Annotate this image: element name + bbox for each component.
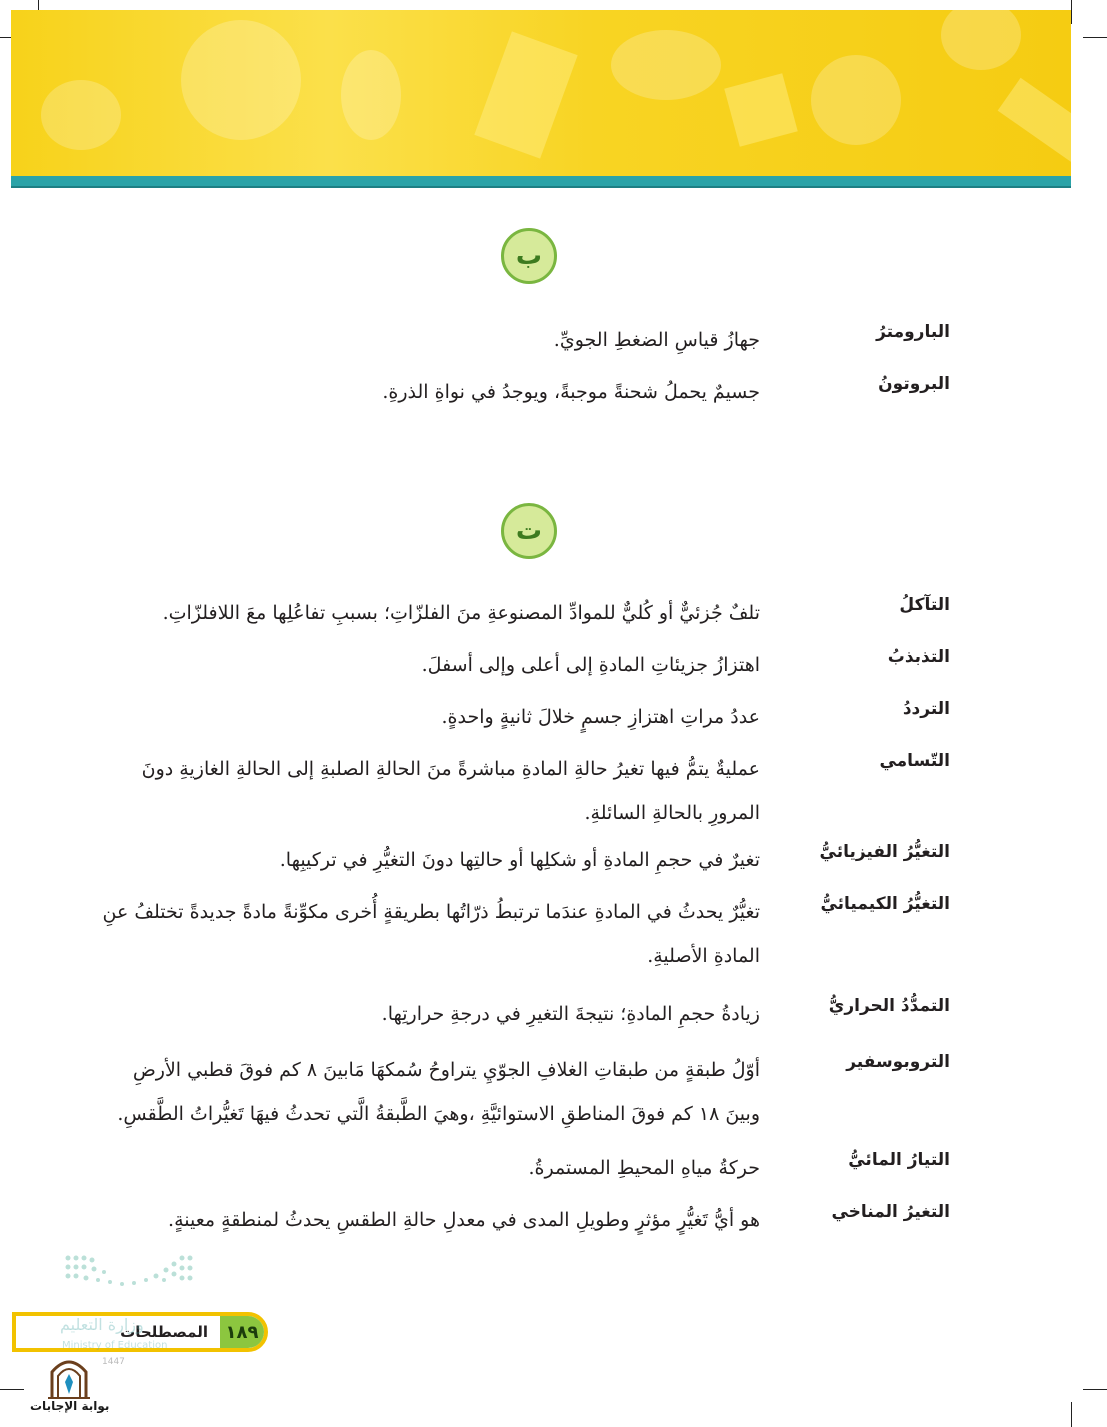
glossary-definition: اهتزازُ جزيئاتِ المادةِ إلى أعلى وإلى أسفلَ. — [421, 654, 760, 676]
glossary-definition: هو أيُّ تَغيُّرٍ مؤثرٍ وطويلِ المدى في معدلِ حالةِ الطقسِ يحدثُ لمنطقةٍ معينةٍ. — [168, 1209, 760, 1231]
ministry-watermark-text: وزارة التعليم — [60, 1315, 144, 1334]
glossary-term: التروبوسفير — [846, 1052, 950, 1072]
glossary-entry — [100, 838, 950, 882]
crop-mark — [0, 1389, 24, 1390]
ministry-watermark-year: 1447 — [102, 1357, 125, 1367]
section-letter-badge: ب — [501, 228, 557, 284]
glossary-definition: جسيمٌ يحملُ شحنةً موجبةً، ويوجدُ في نواةِ الذرةِ. — [382, 381, 760, 403]
header-divider-bar — [11, 176, 1071, 188]
glossary-entry — [100, 1146, 950, 1190]
glossary-entry — [100, 1198, 950, 1242]
glossary-entry — [100, 1048, 950, 1136]
glossary-entry — [100, 890, 950, 978]
glossary-entry — [100, 318, 950, 362]
header-banner-image — [11, 10, 1071, 176]
glossary-definition: تغيُّرٌ يحدثُ في المادةِ عندَما ترتبطُ ذرّاتُها بطريقةٍ أُخرى مكوِّنةً مادةً جديدةً تختلفُ عنِ المادةِ الأصليةِ. — [102, 901, 760, 967]
glossary-term: التغيرُ المناخي — [831, 1202, 950, 1222]
glossary-entry — [100, 992, 950, 1036]
glossary-term: التّسامي — [879, 751, 950, 771]
section-letter-badge: ت — [501, 503, 557, 559]
glossary-term: التغيُّرُ الكيميائيُّ — [820, 894, 950, 914]
glossary-term: التذبذبُ — [887, 647, 950, 667]
glossary-entry — [100, 695, 950, 739]
glossary-term: التغيُّرُ الفيزيائيُّ — [819, 842, 950, 862]
gate-logo-text: بوابة الإجابات — [30, 1399, 110, 1413]
gate-logo-icon — [44, 1350, 94, 1400]
glossary-entry — [100, 643, 950, 687]
glossary-definition: جهازُ قياسِ الضغطِ الجويِّ. — [553, 329, 760, 351]
crop-mark — [1083, 37, 1107, 38]
glossary-term: التآكلُ — [899, 595, 950, 615]
glossary-term: البارومترُ — [876, 322, 950, 342]
glossary-term: التيارُ المائيُّ — [848, 1150, 950, 1170]
glossary-term: البروتونُ — [878, 374, 950, 394]
glossary-definition: حركةُ مياهِ المحيطِ المستمرةُ. — [528, 1157, 760, 1179]
section-title: المصطلحات — [120, 1323, 208, 1341]
crop-mark — [1071, 0, 1072, 24]
glossary-term: التمدُّدُ الحراريُّ — [828, 996, 950, 1016]
glossary-definition: عددُ مراتِ اهتزازِ جسمٍ خلالَ ثانيةٍ واحدةٍ. — [441, 706, 760, 728]
glossary-entry — [100, 747, 950, 835]
crop-mark — [1083, 1389, 1107, 1390]
glossary-definition: عمليةٌ يتمُّ فيها تغيرُ حالةِ المادةِ مباشرةً منَ الحالةِ الصلبةِ إلى الحالةِ الغازيةِ دونَ المرورِ بالحالةِ السائلةِ. — [141, 758, 760, 824]
glossary-definition: زيادةُ حجمِ المادةِ؛ نتيجةَ التغيرِ في درجةِ حرارتِها. — [381, 1003, 760, 1025]
page-number: ١٨٩ — [220, 1316, 264, 1348]
ministry-logo-icon — [60, 1250, 200, 1296]
glossary-term: الترددُ — [902, 699, 950, 719]
ministry-watermark-subtext: Ministry of Education — [62, 1340, 168, 1351]
glossary-entry — [100, 370, 950, 414]
glossary-definition: تلفٌ جُزئيٌّ أو كُليٌّ للموادِّ المصنوعةِ منَ الفلزّاتِ؛ بسببِ تفاعُلِها معَ اللافلزّاتِ. — [162, 602, 760, 624]
crop-mark — [1071, 1402, 1072, 1427]
glossary-definition: أوّلُ طبقةٍ من طبقاتِ الغلافِ الجوّيِ يتراوحُ سُمكهَا مَابينَ ٨ كم فوقَ قطبي الأرضِ وبينَ ١٨ كم فوقَ المناطقِ الاستوائيَّةِ ،وهيَ الطَّبقةُ الَّتي تحدثُ فيهَا تَغيُّراتُ الطَّقسِ. — [117, 1059, 760, 1125]
glossary-entry — [100, 591, 950, 635]
glossary-definition: تغيرٌ في حجمِ المادةِ أو شكلِها أو حالتِها دونَ التغيُّرِ في تركيبِها. — [279, 849, 760, 871]
